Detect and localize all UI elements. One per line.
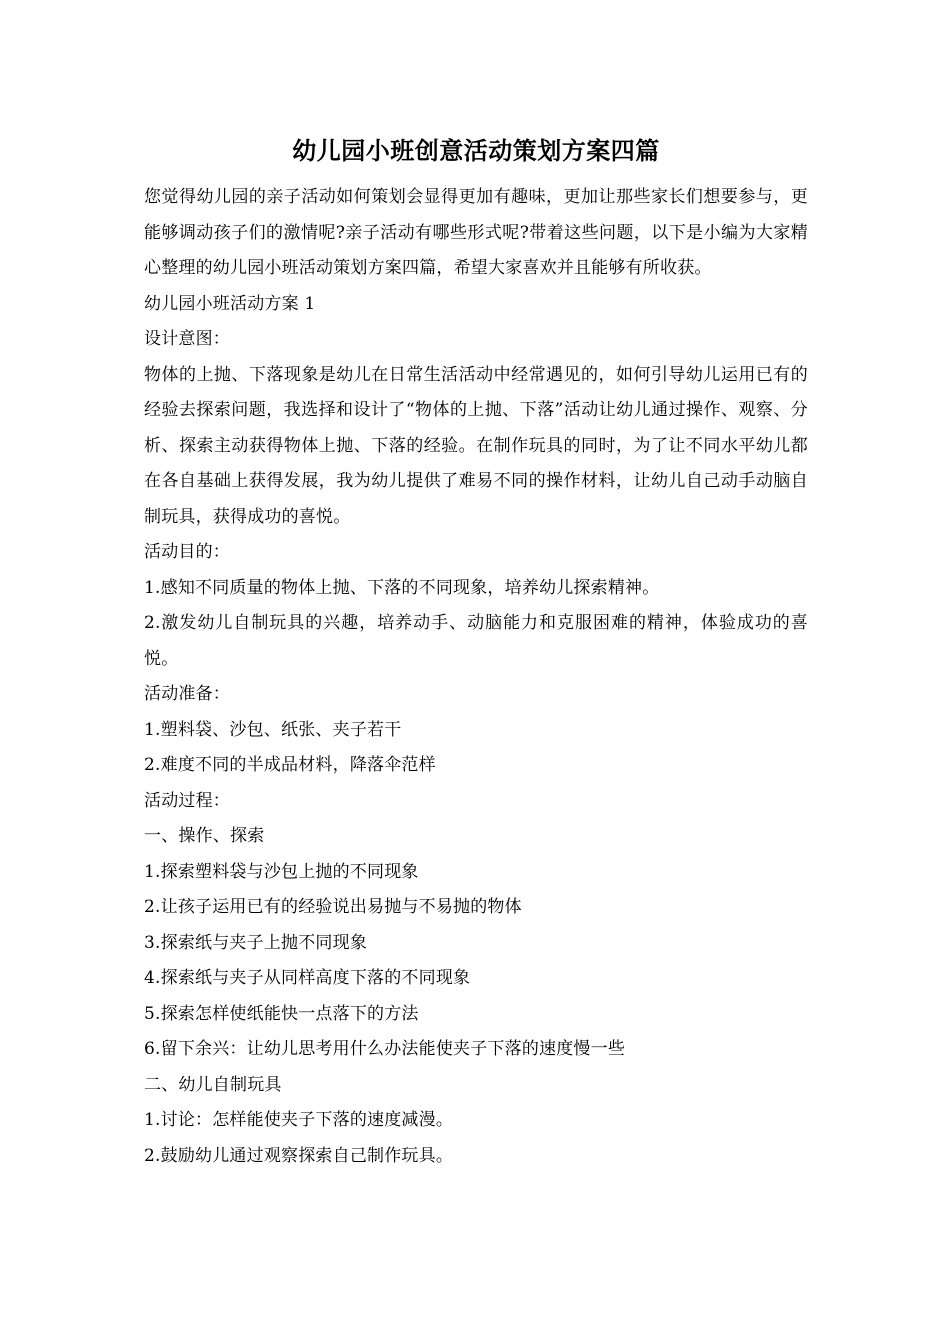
step-item-5: 5.探索怎样使纸能快一点落下的方法	[144, 1003, 419, 1024]
step-item-1: 1.探索塑料袋与沙包上抛的不同现象	[144, 861, 419, 882]
document-page	[144, 128, 808, 1174]
prep-item-2: 2.难度不同的半成品材料，降落伞范样	[144, 755, 436, 775]
intro-paragraph: 您觉得幼儿园的亲子活动如何策划会显得更加有趣味，更加让那些家长们想要参与，更能够调动孩子们的激情呢?亲子活动有哪些形式呢?带着这些问题，以下是小编为大家精心整理的幼儿园小班活动策划方案四篇，希望大家喜欢并且能够有所收获。	[144, 187, 808, 278]
section-heading-1: 一、操作、探索	[144, 826, 265, 846]
process-heading: 活动过程：	[144, 790, 230, 811]
design-heading: 设计意图：	[144, 329, 230, 349]
goal-heading: 活动目的：	[144, 542, 230, 562]
goal-item-2: 2.激发幼儿自制玩具的兴趣，培养动手、动脑能力和克服困难的精神，体验成功的喜悦。	[144, 613, 808, 669]
section-heading-2: 二、幼儿自制玩具	[144, 1074, 282, 1095]
toy-item-1: 1.讨论：怎样能使夹子下落的速度减漫。	[144, 1110, 454, 1130]
goal-item-1: 1.感知不同质量的物体上抛、下落的不同现象，培养幼儿探索精神。	[144, 577, 660, 598]
toy-item-2: 2.鼓励幼儿通过观察探索自己制作玩具。	[144, 1145, 454, 1166]
plan-heading: 幼儿园小班活动方案 1	[144, 293, 316, 314]
step-item-3: 3.探索纸与夹子上抛不同现象	[144, 932, 368, 953]
step-item-4: 4.探索纸与夹子从同样高度下落的不同现象	[144, 968, 471, 988]
prep-item-1: 1.塑料袋、沙包、纸张、夹子若干	[144, 719, 402, 740]
step-item-2: 2.让孩子运用已有的经验说出易抛与不易抛的物体	[144, 897, 522, 917]
prep-heading: 活动准备：	[144, 684, 230, 704]
design-paragraph: 物体的上抛、下落现象是幼儿在日常生活活动中经常遇见的，如何引导幼儿运用已有的经验去探索问题，我选择和设计了“物体的上抛、下落”活动让幼儿通过操作、观察、分析、探索主动获得物体上抛、下落的经验。在制作玩具的同时，为了让不同水平幼儿都在各自基础上获得发展，我为幼儿提供了难易不同的操作材料，让幼儿自己动手动脑自制玩具，获得成功的喜悦。	[144, 364, 808, 527]
document-title: 幼儿园小班创意活动策划方案四篇	[292, 136, 660, 165]
step-item-6: 6.留下余兴：让幼儿思考用什么办法能使夹子下落的速度慢一些	[144, 1039, 626, 1059]
